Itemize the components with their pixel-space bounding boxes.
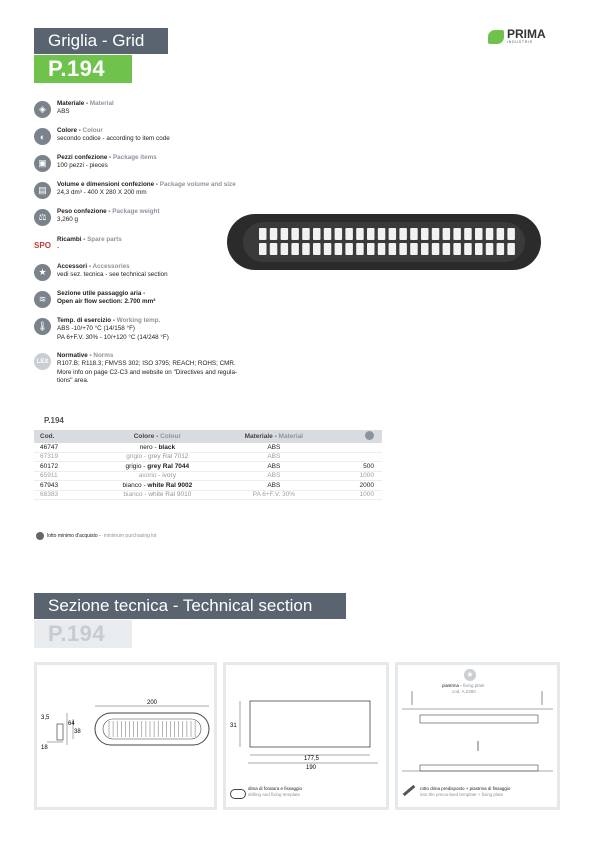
dim-200: 200 [147, 700, 158, 706]
grille-slot [410, 243, 418, 255]
grille-slot [475, 243, 483, 255]
table-title: P.194 [44, 416, 64, 425]
drawing-panel-mounting: ★ piastrina - fixing plate cod. A.2380 rotto dima predisposto + piastrina di fissaggio into the preconised template + fixing plate [395, 662, 560, 810]
air-flow-icon: ≋ [34, 291, 51, 308]
grille-slot [291, 228, 299, 240]
grille-slot [507, 243, 515, 255]
grille-slot [345, 228, 353, 240]
technical-code: P.194 [34, 620, 132, 648]
grille-slot [497, 243, 505, 255]
grille-slot [281, 228, 289, 240]
mounting-caption-it: rotto dima predisposto + piastrina di fissaggio [420, 786, 511, 791]
grille-slot [443, 228, 451, 240]
grille-slot [453, 243, 461, 255]
col-min-lot [328, 430, 382, 443]
dim-190: 190 [306, 765, 317, 771]
dim-38: 38 [74, 729, 81, 735]
product-code: P.194 [34, 55, 132, 83]
package-volume-icon: ▤ [34, 182, 51, 199]
dim-18: 18 [41, 745, 48, 751]
logo-leaf-icon [488, 30, 504, 44]
template-caption-en: drilling and fixing template [248, 792, 301, 797]
dim-31: 31 [230, 723, 237, 729]
page-title: Griglia - Grid [34, 28, 168, 54]
grille-slot [486, 228, 494, 240]
spec-norms: LEX Normative - Norms R107.B; R118.3; FMVSS 302; ISO 3795; REACH; ROHS; CMR. More info on page C2-C3 and website on "Directives and regula- tions" area. [34, 352, 294, 385]
grille-slot [432, 228, 440, 240]
grille-slot [302, 228, 310, 240]
grille-slot [378, 243, 386, 255]
col-material: Materiale - Material [220, 430, 328, 443]
grille-slot [356, 243, 364, 255]
table-row: 65911 avorio - ivory ABS 1000 [34, 471, 382, 481]
grille-slot [324, 243, 332, 255]
spec-air-flow: ≋ Sezione utile passaggio aria - Open air flow section: 2.700 mm² [34, 290, 294, 308]
grille-slot [356, 228, 364, 240]
fixing-plate-label: piastrina - [442, 683, 464, 688]
temperature-icon: 🌡 [34, 318, 51, 335]
grille-slot [259, 228, 267, 240]
grille-slot [291, 243, 299, 255]
codes-table [34, 430, 382, 500]
table-row: 67319 grigio - grey Ral 7012 ABS [34, 452, 382, 462]
grille-slot [389, 228, 397, 240]
table-row: 60172 grigio - grey Ral 7044 ABS 500 [34, 462, 382, 472]
grille-slot [507, 228, 515, 240]
grille-slot [367, 243, 375, 255]
norms-icon: LEX [34, 353, 51, 370]
grille-slot [313, 228, 321, 240]
spec-package-volume: ▤ Volume e dimensioni confezione - Package volume and size 24,3 dm³ - 400 X 280 X 200 mm [34, 181, 294, 199]
grille-slot [410, 228, 418, 240]
dim-177-5: 177,5 [304, 756, 320, 762]
grille-slot [486, 243, 494, 255]
spec-material: ◈ Materiale - Material ABS [34, 100, 294, 118]
grille-slot [378, 228, 386, 240]
spec-spare-parts: SPO Ricambi - Spare parts - [34, 236, 294, 254]
spec-package-weight: ⚖ Peso confezione - Package weight 3,260 g [34, 208, 294, 226]
template-icon [230, 789, 246, 799]
grille-slot [270, 228, 278, 240]
spare-parts-icon: SPO [34, 241, 51, 250]
spec-temperature: 🌡 Temp. di esercizio - Working temp. ABS -10/+70 °C (14/158 °F) PA 6+F.V. 30% - 10/+120 °C (14/248 °F) [34, 317, 294, 342]
min-lot-icon [365, 431, 374, 440]
grille-slot [421, 243, 429, 255]
col-cod: Cod. [34, 430, 95, 443]
dim-64: 64 [68, 721, 75, 727]
grille-slot [475, 228, 483, 240]
table-row: 68383 bianco - white Ral 9010 PA 6+F.V. 30% 1000 [34, 490, 382, 500]
template-caption-it: dima di foratura e fissaggio [248, 786, 303, 791]
accessories-icon: ★ [34, 264, 51, 281]
product-photo [225, 212, 545, 274]
logo-sub: INDUSTRIE [507, 40, 534, 44]
grille-slot [443, 243, 451, 255]
material-icon: ◈ [34, 101, 51, 118]
grille-slot [367, 228, 375, 240]
drawing-panel-template [223, 662, 389, 810]
col-colour: Colore - Colour [95, 430, 220, 443]
fixing-plate-ref: cod. A.2380 [452, 689, 476, 694]
spec-accessories: ★ Accessori - Accessories vedi sez. tecnica - see technical section [34, 263, 294, 281]
table-row: 67943 bianco - white Ral 9002 ABS 2000 [34, 481, 382, 491]
grille-slot [497, 228, 505, 240]
package-weight-icon: ⚖ [34, 209, 51, 226]
grille-slot [313, 243, 321, 255]
logo-name: PRIMA [507, 27, 546, 41]
grille-slot [399, 228, 407, 240]
mounting-caption-en: into the preconised template + fixing plate [420, 792, 504, 797]
grille-slot [389, 243, 397, 255]
grille-slot [335, 243, 343, 255]
dimension-drawing [37, 665, 214, 807]
spec-package-items: ▣ Pezzi confezione - Package items 100 pezzi - pieces [34, 154, 294, 172]
grille-slot [432, 243, 440, 255]
table-row: 46747 nero - black ABS [34, 443, 382, 452]
drawing-panel-dimensions [34, 662, 217, 810]
grille-slot [345, 243, 353, 255]
package-items-icon: ▣ [34, 155, 51, 172]
grille-slot [281, 243, 289, 255]
grille-slot [464, 228, 472, 240]
technical-title: Sezione tecnica - Technical section [34, 593, 346, 619]
grille-slot [259, 243, 267, 255]
grille-slot [335, 228, 343, 240]
accessory-star-icon: ★ [464, 669, 476, 681]
min-lot-note: lotto minimo d'acquisto - minimum purchasing lot [36, 532, 157, 540]
min-lot-legend-icon [36, 532, 44, 540]
grille-slot [421, 228, 429, 240]
grille-slot [270, 243, 278, 255]
brand-logo [488, 29, 546, 44]
grille-slot [453, 228, 461, 240]
colour-icon: ◐ [34, 128, 51, 145]
spec-colour: ◐ Colore - Colour secondo codice - according to item code [34, 127, 294, 145]
grille-slot [324, 228, 332, 240]
dim-3-5: 3,5 [41, 715, 50, 721]
grille-slot [464, 243, 472, 255]
grille-slot [302, 243, 310, 255]
grille-slot [399, 243, 407, 255]
